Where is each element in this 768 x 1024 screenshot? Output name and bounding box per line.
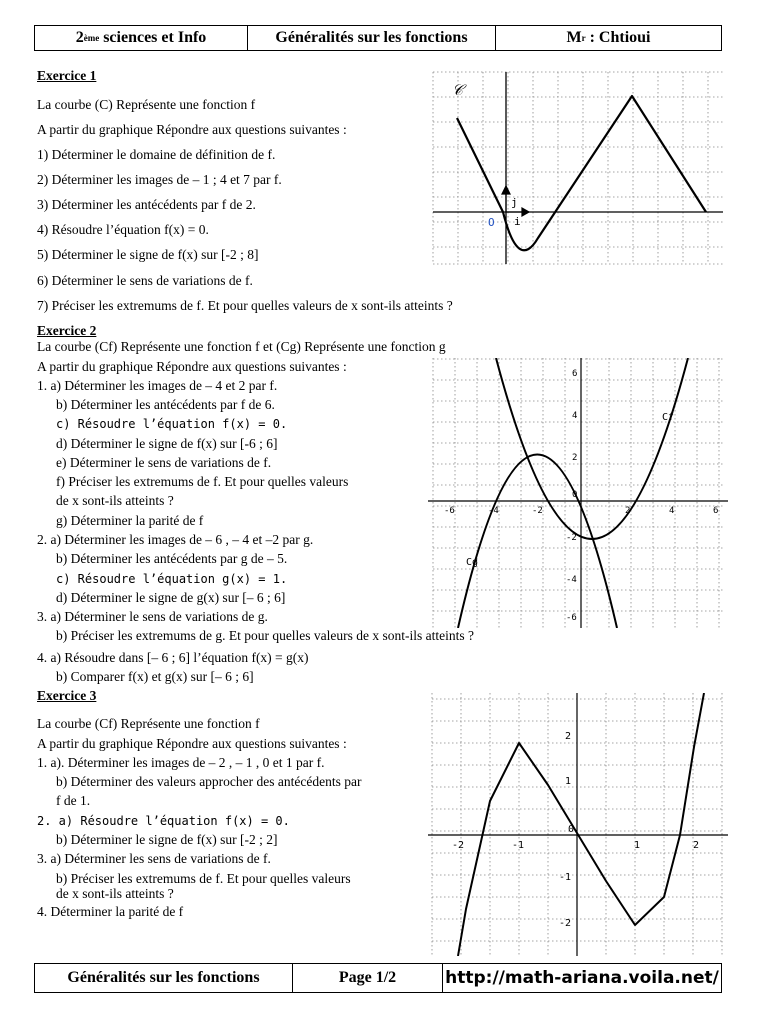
ex3-curve	[458, 693, 704, 956]
class-sup: ème	[83, 33, 100, 43]
ex3-y-tick: -2	[559, 918, 572, 929]
ex2-x-tick: -4	[488, 506, 499, 516]
teacher-cell	[496, 26, 721, 50]
ex2-graph	[428, 358, 728, 628]
ex2-y-tick: 4	[572, 411, 578, 421]
ex3-x-tick: -2	[452, 840, 465, 851]
ex2-line: g) Déterminer la parité de f	[56, 513, 204, 528]
ex2-line: d) Déterminer le signe de g(x) sur [– 6 ; 6]	[56, 590, 286, 605]
ex1-line: 6) Déterminer le sens de variations de f.	[37, 273, 253, 288]
ex1-line: 2) Déterminer les images de – 1 ; 4 et 7 par f.	[37, 172, 282, 187]
ex2-y-tick: -4	[566, 575, 577, 585]
ex2-x-tick: 6	[713, 506, 719, 516]
ex2-line: f) Préciser les extremums de f. Et pour quelles valeurs	[56, 474, 349, 489]
ex2-x-tick: 4	[669, 506, 675, 516]
ex2-line: 3. a) Déterminer le sens de variations de g.	[37, 609, 268, 624]
ex1-line: A partir du graphique Répondre aux questions suivantes :	[37, 122, 347, 137]
teacher-sup: r	[581, 33, 586, 43]
ex1-i-label: i	[514, 215, 521, 228]
ex1-line: 1) Déterminer le domaine de définition de f.	[37, 147, 276, 162]
ex3-title: Exercice 3	[37, 688, 97, 703]
ex1-line: La courbe (C) Représente une fonction f	[37, 97, 256, 112]
ex2-line: 4. a) Résoudre dans [– 6 ; 6] l’équation f(x) = g(x)	[37, 650, 309, 665]
ex3-line: b) Préciser les extremums de f. Et pour quelles valeurs	[56, 871, 351, 886]
class-number: 2	[75, 29, 84, 46]
ex2-line: b) Préciser les extremums de g. Et pour quelles valeurs de x sont-ils atteints ?	[56, 628, 475, 643]
ex1-curve-label: 𝒞	[452, 81, 463, 99]
ex1-line: 7) Préciser les extremums de f. Et pour quelles valeurs de x sont-ils atteints ?	[37, 298, 453, 313]
ex1-j-label: j	[511, 196, 518, 209]
ex3-x-tick: 0	[568, 824, 575, 835]
ex3-x-tick: -1	[512, 840, 525, 851]
header-title: Généralités sur les fonctions	[248, 26, 496, 50]
ex1-origin-label: O	[488, 216, 495, 229]
ex3-x-tick: 1	[634, 840, 641, 851]
ex3-line: f de 1.	[56, 793, 91, 808]
ex1-title: Exercice 1	[37, 68, 97, 83]
ex2-line: 1. a) Déterminer les images de – 4 et 2 par f.	[37, 378, 278, 393]
footer-title: Généralités sur les fonctions	[35, 964, 293, 992]
ex2-x-tick: 2	[625, 506, 631, 516]
ex3-line: b) Déterminer le signe de f(x) sur [-2 ; 2]	[56, 832, 278, 847]
ex2-line: b) Comparer f(x) et g(x) sur [– 6 ; 6]	[56, 669, 254, 684]
ex3-line: 2. a) Résoudre l’équation f(x) = 0.	[37, 814, 290, 828]
ex2-line: 2. a) Déterminer les images de – 6 , – 4 et –2 par g.	[37, 532, 314, 547]
ex2-line: A partir du graphique Répondre aux questions suivantes :	[37, 359, 347, 374]
ex3-line: A partir du graphique Répondre aux questions suivantes :	[37, 736, 347, 751]
class-name: sciences et Info	[99, 29, 207, 46]
ex3-line: 4. Déterminer la parité de f	[37, 904, 184, 919]
ex2-line: b) Déterminer les antécédents par g de – 5.	[56, 551, 288, 566]
ex3-y-tick: 2	[565, 731, 572, 742]
ex1-line: 4) Résoudre l’équation f(x) = 0.	[37, 222, 209, 237]
ex3-line: La courbe (Cf) Représente une fonction f	[37, 716, 260, 731]
ex1-graph	[428, 68, 728, 268]
ex2-line: e) Déterminer le sens de variations de f.	[56, 455, 272, 470]
header-table	[34, 25, 722, 51]
ex2-y-tick: 2	[572, 453, 578, 463]
ex2-cg-label: Cg	[466, 557, 479, 568]
ex3-y-tick: -1	[559, 872, 572, 883]
ex3-line: 3. a) Déterminer les sens de variations de f.	[37, 851, 271, 866]
teacher-prefix: M	[566, 29, 582, 46]
ex2-y-tick: 0	[572, 490, 578, 500]
ex2-y-tick: -2	[566, 533, 577, 543]
ex2-line: La courbe (Cf) Représente une fonction f et (Cg) Représente une fonction g	[37, 339, 446, 354]
ex1-line: 5) Déterminer le signe de f(x) sur [-2 ; 8]	[37, 247, 259, 262]
teacher-name: : Chtioui	[585, 29, 651, 46]
footer-page: Page 1/2	[293, 964, 443, 992]
ex3-line: 1. a). Déterminer les images de – 2 , – 1 , 0 et 1 par f.	[37, 755, 325, 770]
ex2-grid	[433, 358, 723, 628]
ex2-title: Exercice 2	[37, 323, 97, 338]
ex2-cf-label: Cf	[662, 412, 675, 423]
ex2-line: c) Résoudre l’équation g(x) = 1.	[56, 572, 288, 586]
ex3-line: b) Déterminer des valeurs approcher des antécédents par	[56, 774, 362, 789]
class-cell	[35, 26, 248, 50]
ex3-graph	[428, 693, 728, 956]
ex1-grid	[433, 72, 723, 264]
ex2-curve-f	[496, 358, 688, 539]
ex3-grid	[432, 693, 724, 956]
ex2-line: b) Déterminer les antécédents par f de 6.	[56, 397, 275, 412]
ex1-line: 3) Déterminer les antécédents par f de 2.	[37, 197, 256, 212]
ex3-line: de x sont-ils atteints ?	[56, 886, 174, 901]
ex3-y-tick: 1	[565, 776, 572, 787]
footer-table	[34, 963, 722, 993]
footer-url[interactable]: http://math-ariana.voila.net/	[445, 968, 719, 988]
ex2-line: c) Résoudre l’équation f(x) = 0.	[56, 417, 288, 431]
ex2-y-tick: -6	[566, 613, 577, 623]
ex2-x-tick: -2	[532, 506, 543, 516]
ex2-line: de x sont-ils atteints ?	[56, 493, 174, 508]
ex2-y-tick: 6	[572, 369, 578, 379]
ex2-x-tick: -6	[444, 506, 455, 516]
ex2-line: d) Déterminer le signe de f(x) sur [-6 ; 6]	[56, 436, 278, 451]
ex3-x-tick: 2	[693, 840, 700, 851]
